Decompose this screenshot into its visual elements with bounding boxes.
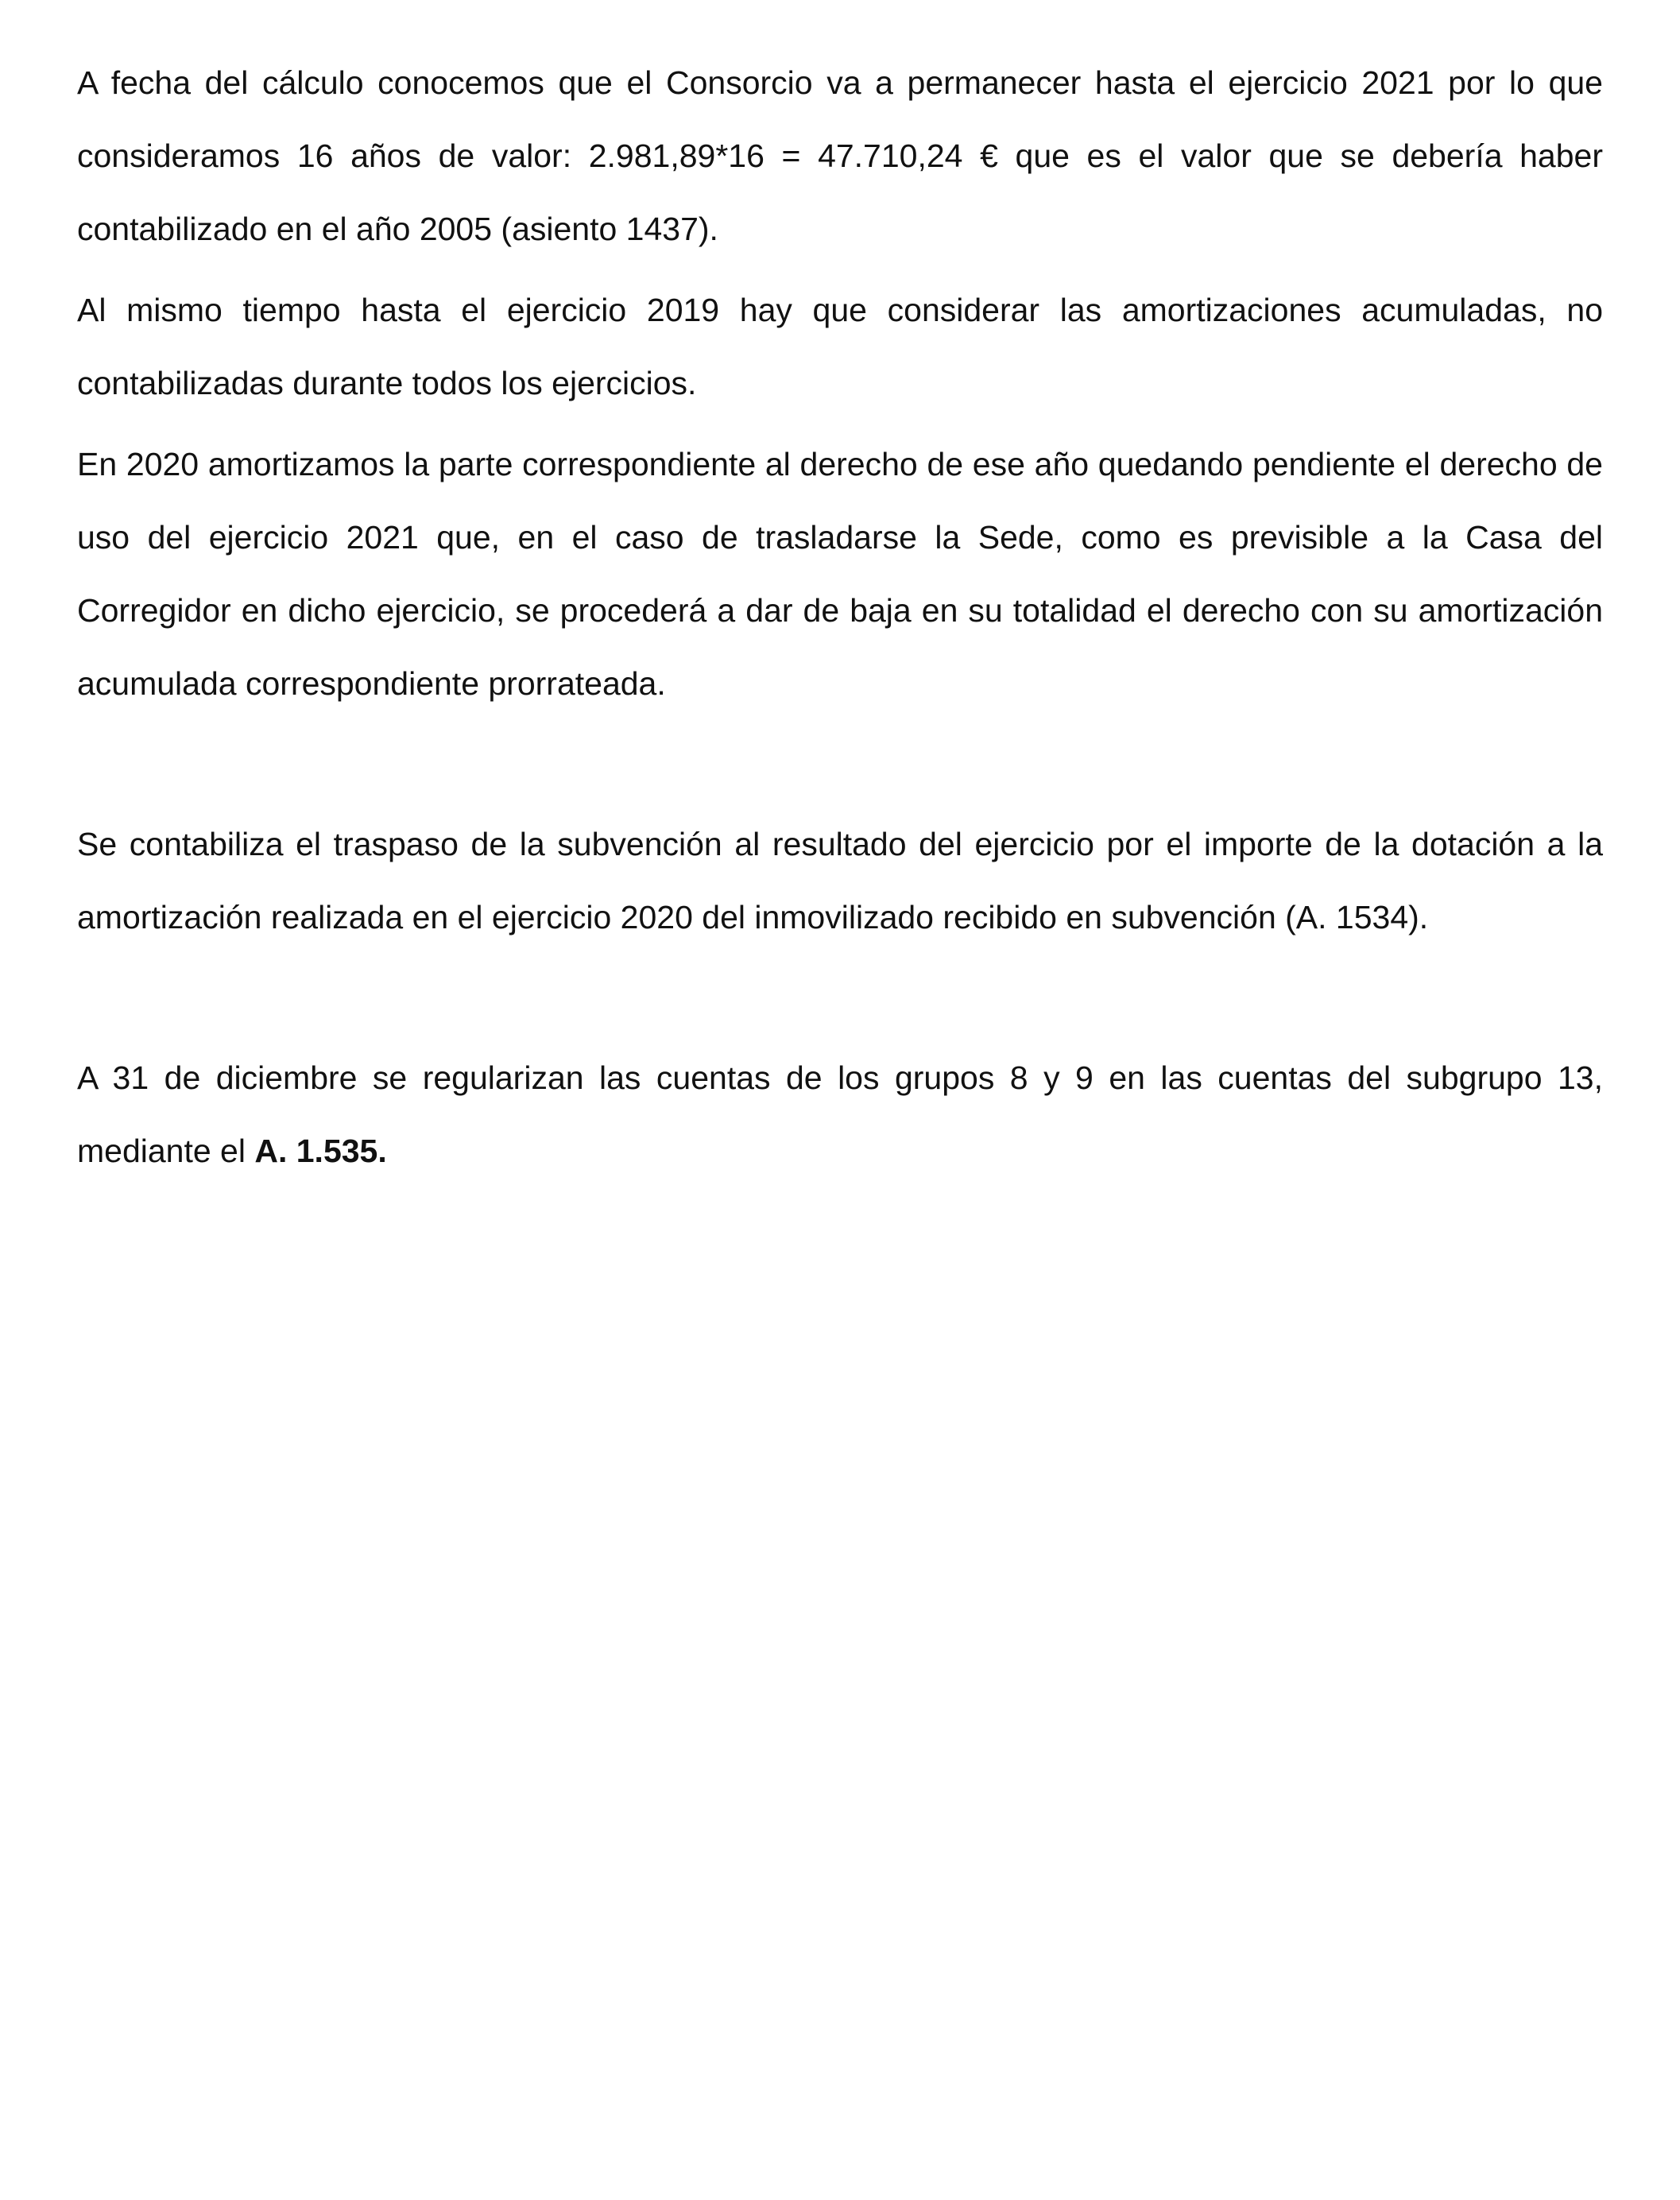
paragraph-subsidy-transfer: Se contabiliza el traspaso de la subvención al resultado del ejercicio por el importe de la dotación a la amortización realizada en el ejercicio 2020 del inmovilizado recibido en subvención (A. 1534). bbox=[77, 826, 1603, 935]
paragraph-2020-amortization: En 2020 amortizamos la parte correspondiente al derecho de ese año quedando pendiente el derecho de uso del ejercicio 2021 que, en el caso de trasladarse la Sede, como es previsible a la Casa del Corregidor en dicho ejercicio, se procederá a dar de baja en su totalidad el derecho con su amortización acumulada correspondiente prorrateada. bbox=[77, 446, 1603, 702]
paragraph-year-end-regularization bbox=[77, 1041, 1603, 1187]
paragraph-accumulated-amortization: Al mismo tiempo hasta el ejercicio 2019 hay que considerar las amortizaciones acumuladas, no contabilizadas durante todos los ejercicios. bbox=[77, 292, 1603, 401]
paragraph-calculation-date: A fecha del cálculo conocemos que el Consorcio va a permanecer hasta el ejercicio 2021 por lo que consideramos 16 años de valor: 2.981,89*16 = 47.710,24 € que es el valor que se debería haber contabilizado en el año 2005 (asiento 1437). bbox=[77, 64, 1603, 247]
entry-reference-bold: A. 1.535. bbox=[254, 1133, 387, 1169]
document-body bbox=[77, 46, 1603, 1187]
regularization-text: A 31 de diciembre se regularizan las cuentas de los grupos 8 y 9 en las cuentas del subgrupo 13, mediante el bbox=[77, 1059, 1603, 1169]
